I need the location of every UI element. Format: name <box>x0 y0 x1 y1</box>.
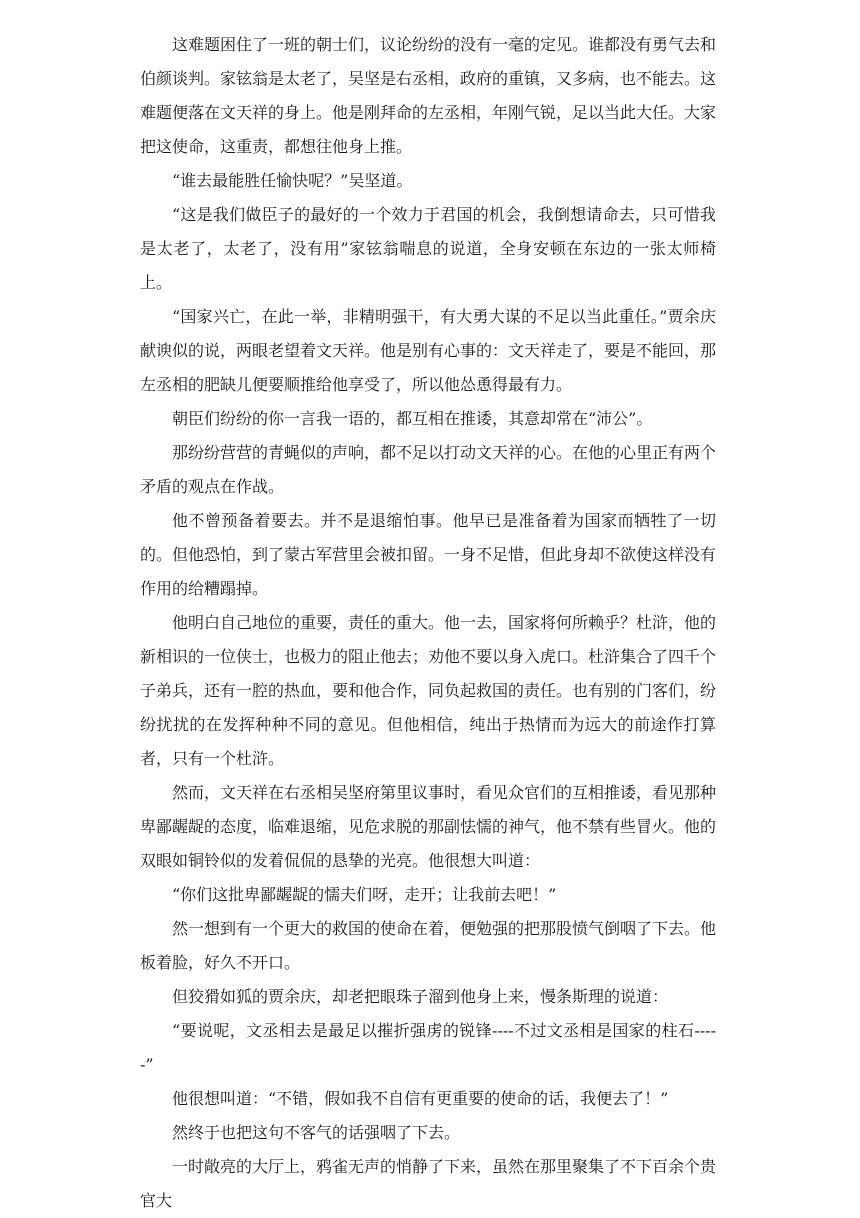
paragraph: “国家兴亡，在此一举，非精明强干，有大勇大谋的不足以当此重任。”贾余庆献谀似的说，两眼老望着文天祥。他是别有心事的：文天祥走了，要是不能回，那左丞相的肥缺儿便要顺推给他享受了，所以他怂恿得最有力。 <box>140 307 717 394</box>
paragraph: “这是我们做臣子的最好的一个效力于君国的机会，我倒想请命去，只可惜我是太老了，太老了，没有用”家铉翁喘息的说道，全身安顿在东边的一张太师椅上。 <box>140 205 716 292</box>
document-body <box>140 28 716 1218</box>
paragraph: “要说呢，文丞相去是最足以摧折强虏的锐锋----不过文丞相是国家的柱石-----” <box>140 1021 716 1074</box>
paragraph: 然终于也把这句不客气的话强咽了下去。 <box>172 1123 461 1142</box>
paragraph: 然一想到有一个更大的救国的使命在着，便勉强的把那股愤气倒咽了下去。他板着脸，好久不开口。 <box>140 919 717 972</box>
paragraph: 他很想叫道：“不错，假如我不自信有更重要的使命的话，我便去了！” <box>172 1089 669 1108</box>
paragraph: 但狡猾如狐的贾余庆，却老把眼珠子溜到他身上来，慢条斯理的说道： <box>172 987 669 1006</box>
paragraph: 那纷纷营营的青蝇似的声响，都不足以打动文天祥的心。在他的心里正有两个矛盾的观点在作战。 <box>140 443 717 496</box>
paragraph: 他不曾预备着要去。并不是退缩怕事。他早已是准备着为国家而牺牲了一切的。但他恐怕，到了蒙古军营里会被扣留。一身不足惜，但此身却不欲使这样没有作用的给糟蹋掉。 <box>140 511 717 598</box>
paragraph: “你们这批卑鄙龌龊的懦夫们呀，走开；让我前去吧！” <box>172 885 557 904</box>
paragraph: 他明白自己地位的重要，责任的重大。他一去，国家将何所赖乎？杜浒，他的新相识的一位侠士，也极力的阻止他去；劝他不要以身入虎口。杜浒集合了四千个子弟兵，还有一腔的热血，要和他合作，同负起救国的责任。也有别的门客们，纷纷扰扰的在发挥种种不同的意见。但他相信，纯出于热情而为远大的前途作打算者，只有一个杜浒。 <box>140 613 717 768</box>
paragraph: “谁去最能胜任愉快呢？”吴坚道。 <box>172 171 413 190</box>
paragraph: 朝臣们纷纷的你一言我一语的，都互相在推诿，其意却常在“沛公”。 <box>172 409 653 428</box>
paragraph: 一时敞亮的大厅上，鸦雀无声的悄静了下来，虽然在那里聚集了不下百余个贵官大 <box>140 1157 717 1210</box>
paragraph: 这难题困住了一班的朝士们，议论纷纷的没有一毫的定见。谁都没有勇气去和伯颜谈判。家铉翁是太老了，吴坚是右丞相，政府的重镇，又多病，也不能去。这难题便落在文天祥的身上。他是刚拜命的左丞相，年刚气锐，足以当此大任。大家把这使命，这重责，都想往他身上推。 <box>140 35 717 156</box>
paragraph: 然而，文天祥在右丞相吴坚府第里议事时，看见众官们的互相推诿，看见那种卑鄙龌龊的态度，临难退缩，见危求脱的那副怯懦的神气，他不禁有些冒火。他的双眼如铜铃似的发着侃侃的恳挚的光亮。他很想大叫道： <box>140 783 717 870</box>
